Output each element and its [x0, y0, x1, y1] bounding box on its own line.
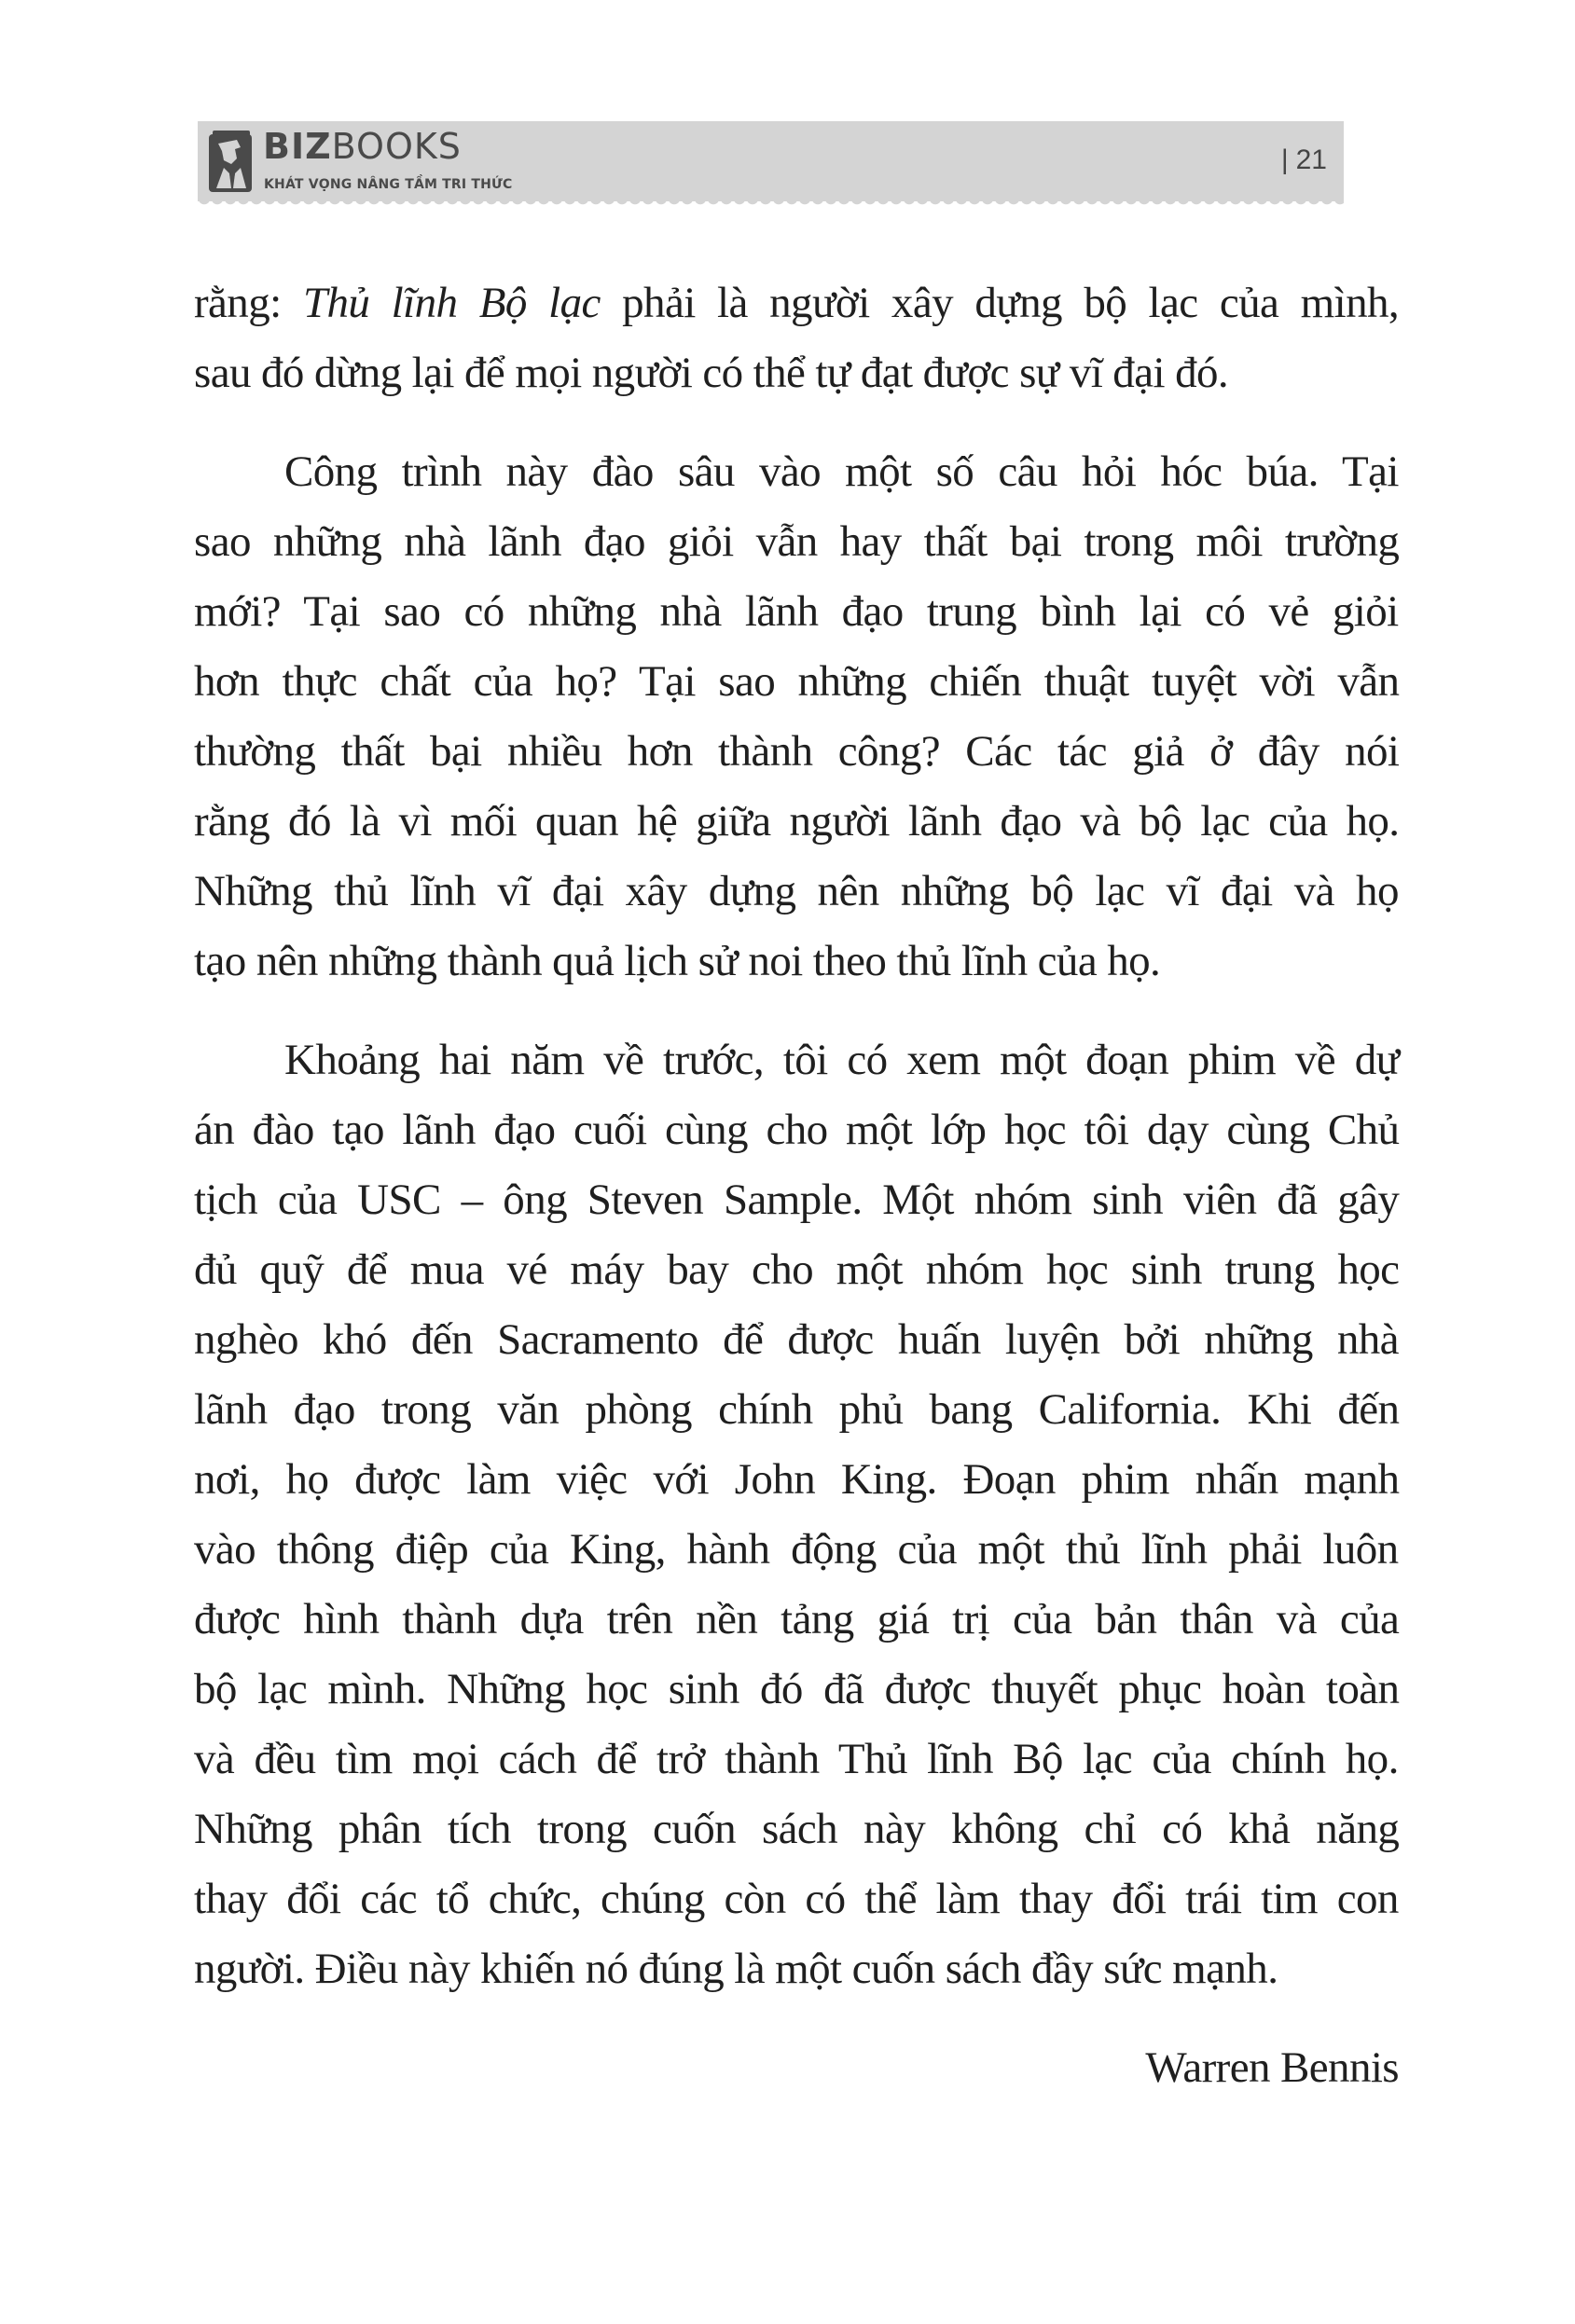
text-line: nơi, họ được làm việc với John King. Đoạn phim nhấn mạnh [194, 1455, 1400, 1504]
brand-tagline: KHÁT VỌNG NÂNG TẦM TRI THỨC [264, 177, 513, 192]
text-line: Những phân tích trong cuốn sách này không chỉ có khả năng [194, 1805, 1400, 1853]
page-separator: | [1280, 144, 1289, 175]
text-line: rằng đó là vì mối quan hệ giữa người lãnh đạo và bộ lạc của họ. [194, 797, 1400, 846]
text-line: thay đổi các tổ chức, chúng còn có thể làm thay đổi trái tim con [194, 1875, 1399, 1923]
text-line: Công trình này đào sâu vào một số câu hỏi hóc búa. Tại [284, 447, 1399, 496]
text-line: sau đó dừng lại để mọi người có thể tự đạt được sự vĩ đại đó. [194, 349, 1229, 397]
author-signature: Warren Bennis [1145, 2043, 1399, 2092]
text-line: lãnh đạo trong văn phòng chính phủ bang California. Khi đến [194, 1385, 1400, 1434]
text-line: và đều tìm mọi cách để trở thành Thủ lĩnh Bộ lạc của chính họ. [194, 1735, 1399, 1783]
text-line: đủ quỹ để mua vé máy bay cho một nhóm học sinh trung học [194, 1245, 1400, 1294]
page-number [1281, 144, 1327, 177]
paragraph-2 [194, 437, 1399, 997]
text-line [194, 268, 1399, 338]
body-text [194, 268, 1399, 2103]
text-line: hơn thực chất của họ? Tại sao những chiến thuật tuyệt vời vẫn [194, 657, 1400, 706]
text-line: được hình thành dựa trên nền tảng giá trị của bản thân và của [194, 1595, 1400, 1643]
brand-name [263, 125, 462, 168]
brand-name-bold: BIZ [263, 126, 332, 167]
page-number-value: 21 [1295, 144, 1327, 175]
text-span: rằng: [194, 279, 303, 327]
text-line: người. Điều này khiến nó đúng là một cuốn sách đầy sức mạnh. [194, 1945, 1278, 1993]
text-line: tạo nên những thành quả lịch sử noi theo thủ lĩnh của họ. [194, 937, 1161, 985]
text-line: mới? Tại sao có những nhà lãnh đạo trung bình lại có vẻ giỏi [194, 587, 1399, 636]
text-line: vào thông điệp của King, hành động của một thủ lĩnh phải luôn [194, 1525, 1399, 1574]
text-line: án đào tạo lãnh đạo cuối cùng cho một lớp học tôi dạy cùng Chủ [194, 1106, 1400, 1154]
paragraph-1 [194, 268, 1399, 408]
text-line: thường thất bại nhiều hơn thành công? Các tác giả ở đây nói [194, 727, 1400, 776]
text-line: sao những nhà lãnh đạo giỏi vẫn hay thất bại trong môi trường [194, 517, 1400, 566]
text-span: phải là người xây dựng bộ lạc của mình, [600, 279, 1400, 327]
text-line: tịch của USC – ông Steven Sample. Một nhóm sinh viên đã gây [194, 1176, 1400, 1224]
running-header [198, 121, 1344, 201]
man-in-hat-logo-icon [209, 131, 252, 192]
text-line: Những thủ lĩnh vĩ đại xây dựng nên những bộ lạc vĩ đại và họ [194, 867, 1399, 915]
brand-name-light: BOOKS [331, 126, 462, 167]
text-line: Khoảng hai năm về trước, tôi có xem một đoạn phim về dự [284, 1036, 1400, 1084]
header-scalloped-edge [198, 199, 1344, 208]
text-line: bộ lạc mình. Những học sinh đó đã được thuyết phục hoàn toàn [194, 1665, 1400, 1713]
italic-term: Thủ lĩnh Bộ lạc [302, 279, 601, 327]
paragraph-3 [194, 1025, 1399, 2004]
text-line: nghèo khó đến Sacramento để được huấn luyện bởi những nhà [194, 1315, 1399, 1364]
